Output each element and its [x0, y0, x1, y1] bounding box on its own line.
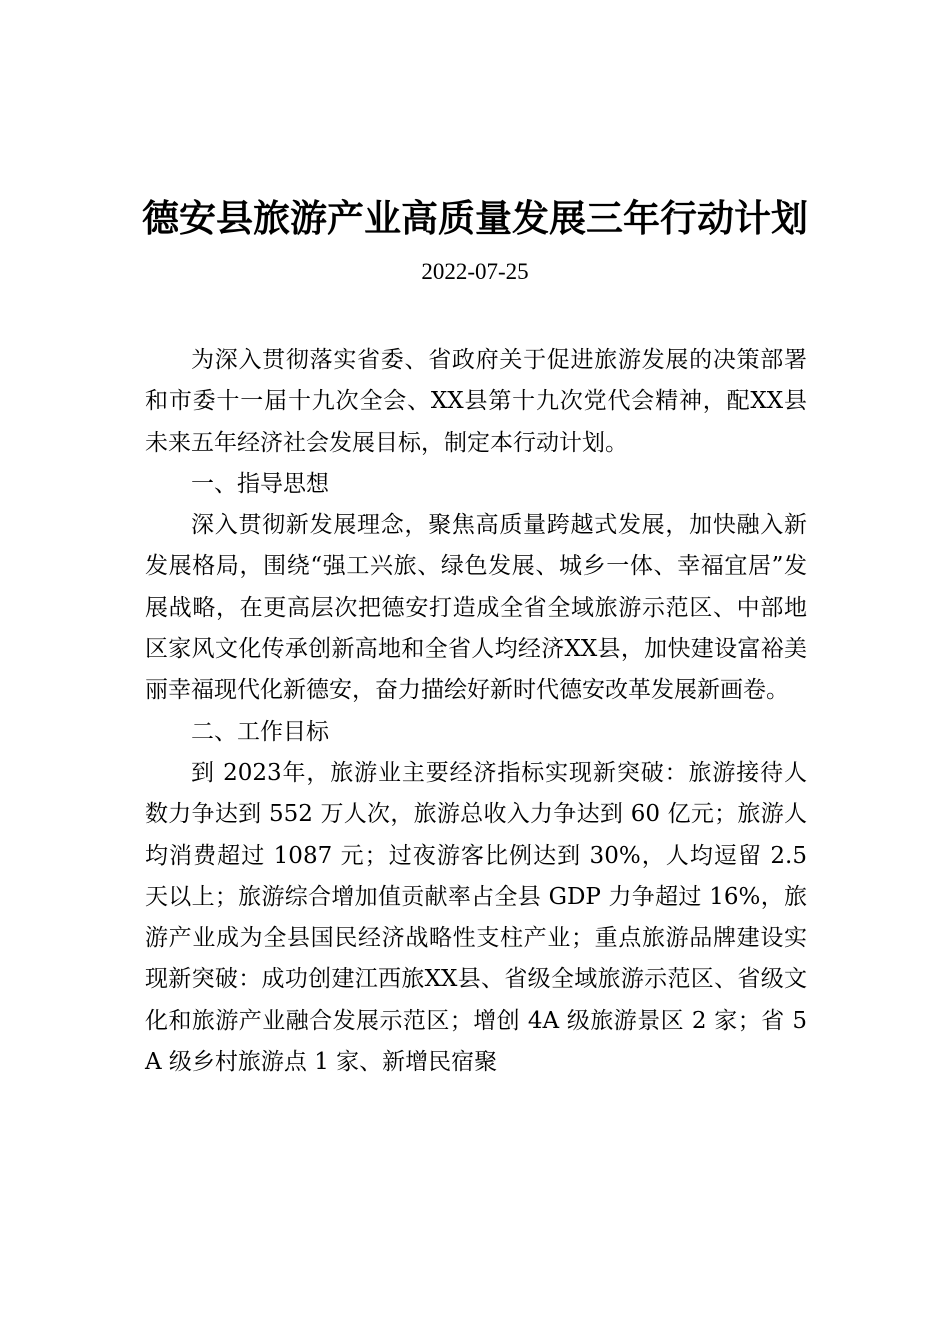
- document-title: 德安县旅游产业高质量发展三年行动计划: [142, 196, 808, 240]
- document-body: [145, 340, 807, 1083]
- section-heading-guiding-ideology: 一、指导思想: [191, 470, 329, 497]
- guiding-ideology-paragraph: 深入贯彻新发展理念，聚焦高质量跨越式发展，加快融入新发展格局，围绕“强工兴旅、绿色发展、城乡一体、幸福宜居”发展战略，在更高层次把德安打造成全省全域旅游示范区、中部地区家风文化传承创新高地和全省人均经济XX县，加快建设富裕美丽幸福现代化新德安，奋力描绘好新时代德安改革发展新画卷。: [145, 512, 807, 704]
- work-goals-paragraph: 到 2023年，旅游业主要经济指标实现新突破：旅游接待人数力争达到 552 万人次，旅游总收入力争达到 60 亿元；旅游人均消费超过 1087 元；过夜游客比例达到 30%，人均逗留 2.5 天以上；旅游综合增加值贡献率占全县 GDP 力争超过 16%，旅游产业成为全县国民经济战略性支柱产业；重点旅游品牌建设实现新突破：成功创建江西旅XX县、省级全域旅游示范区、省级文化和旅游产业融合发展示范区；增创 4A 级旅游景区 2 家；省 5A 级乡村旅游点 1 家、新增民宿聚: [145, 759, 807, 1076]
- intro-paragraph: 为深入贯彻落实省委、省政府关于促进旅游发展的决策部署和市委十一届十九次全会、XX县第十九次党代会精神，配XX县未来五年经济社会发展目标，制定本行动计划。: [145, 347, 807, 456]
- document-date: 2022-07-25: [421, 259, 529, 284]
- section-heading-work-goals: 二、工作目标: [191, 718, 329, 745]
